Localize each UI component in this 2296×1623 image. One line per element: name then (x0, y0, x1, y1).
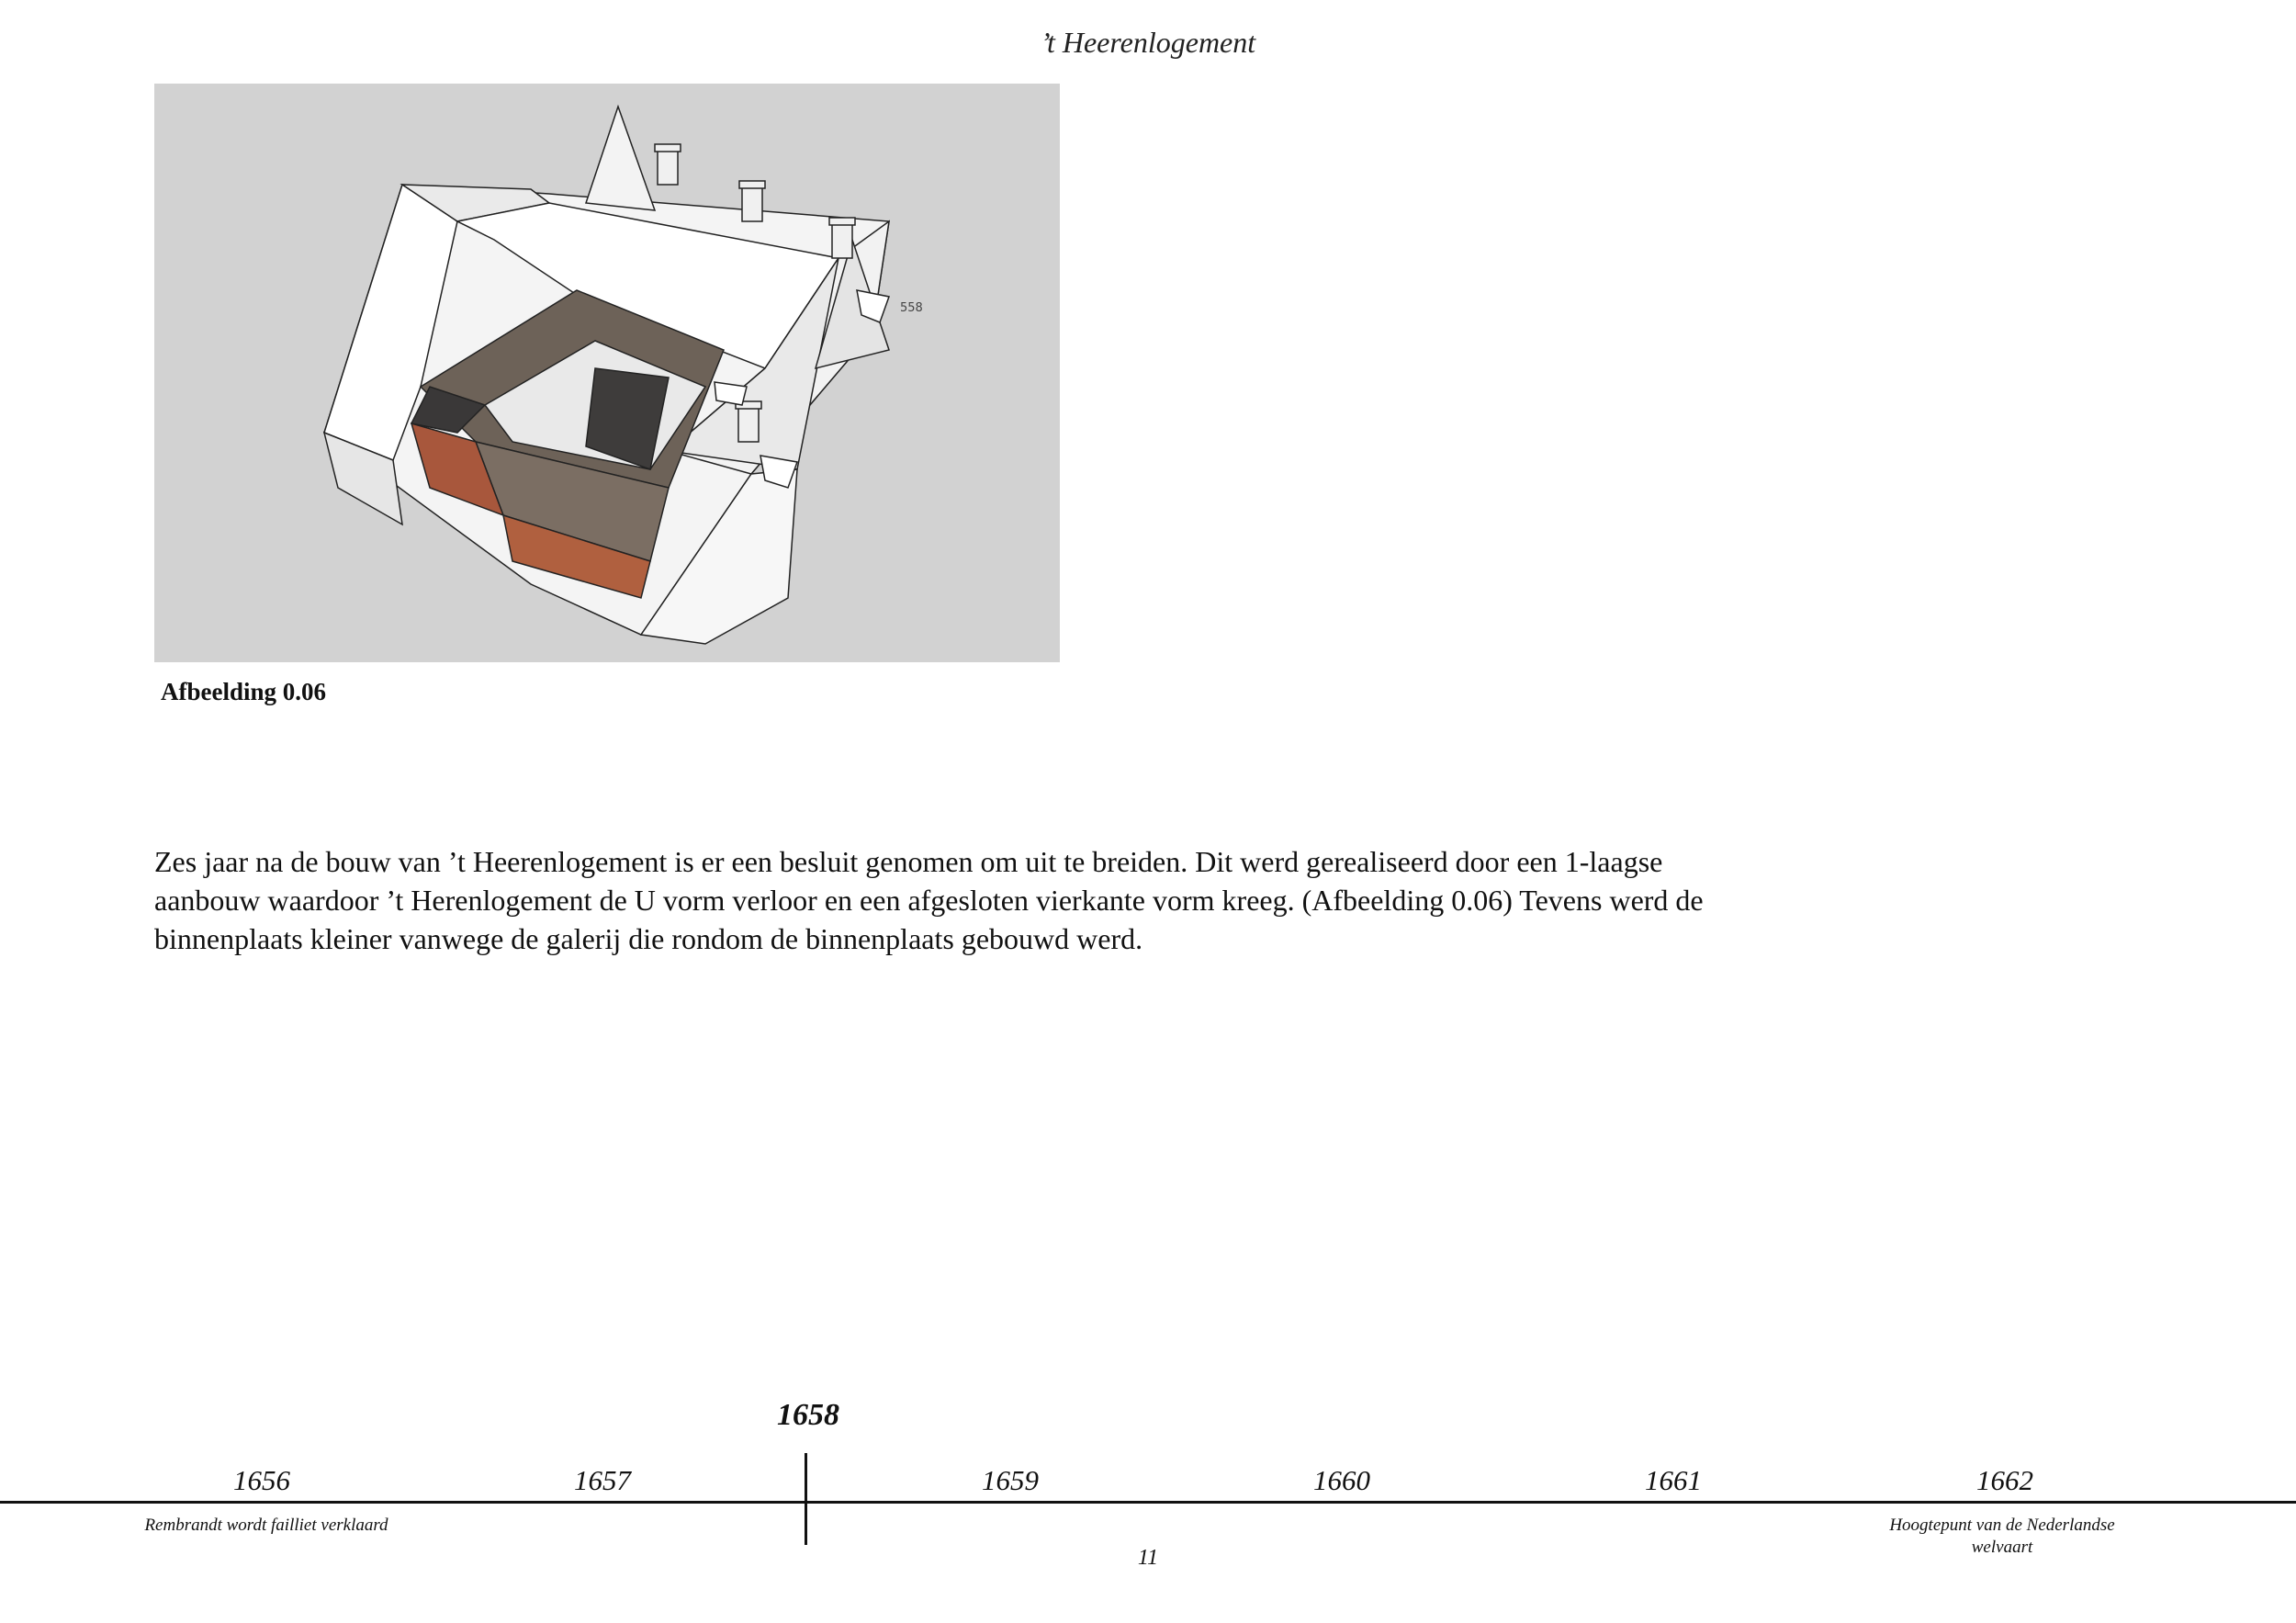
timeline-current-year: 1658 (777, 1398, 839, 1432)
running-header: ’t Heerenlogement (1040, 26, 1256, 59)
timeline-year: 1660 (1313, 1464, 1370, 1496)
timeline-year: 1661 (1645, 1464, 1702, 1496)
figure-caption: Afbeelding 0.06 (161, 678, 327, 705)
page-number: 11 (1137, 1546, 1159, 1570)
model-label: 558 (900, 301, 923, 315)
timeline-current-marker (805, 1453, 807, 1545)
timeline-year: 1659 (982, 1464, 1039, 1496)
timeline-year: 1657 (574, 1464, 631, 1496)
timeline-event-right: Hoogtepunt van de Nederlandse welvaart (1889, 1516, 2115, 1557)
building-model-image (154, 84, 1060, 662)
body-paragraph: Zes jaar na de bouw van ’t Heerenlogement is er een besluit genomen om uit te breiden. Dit werd gerealiseerd door een 1-laagse aanbouw waardoor ’t Herenlogement de U vorm verloor en een afgesloten vierkante vorm kreeg. (Afbeelding 0.06) Tevens werd de binnenplaats kleiner vanwege de galerij die rondom de binnenplaats gebouwd werd. (154, 845, 1704, 955)
timeline-year: 1656 (233, 1464, 290, 1496)
timeline-year: 1662 (1976, 1464, 2033, 1496)
timeline-axis (0, 1501, 2296, 1504)
timeline-event-left: Rembrandt wordt failliet verklaard (144, 1516, 388, 1535)
